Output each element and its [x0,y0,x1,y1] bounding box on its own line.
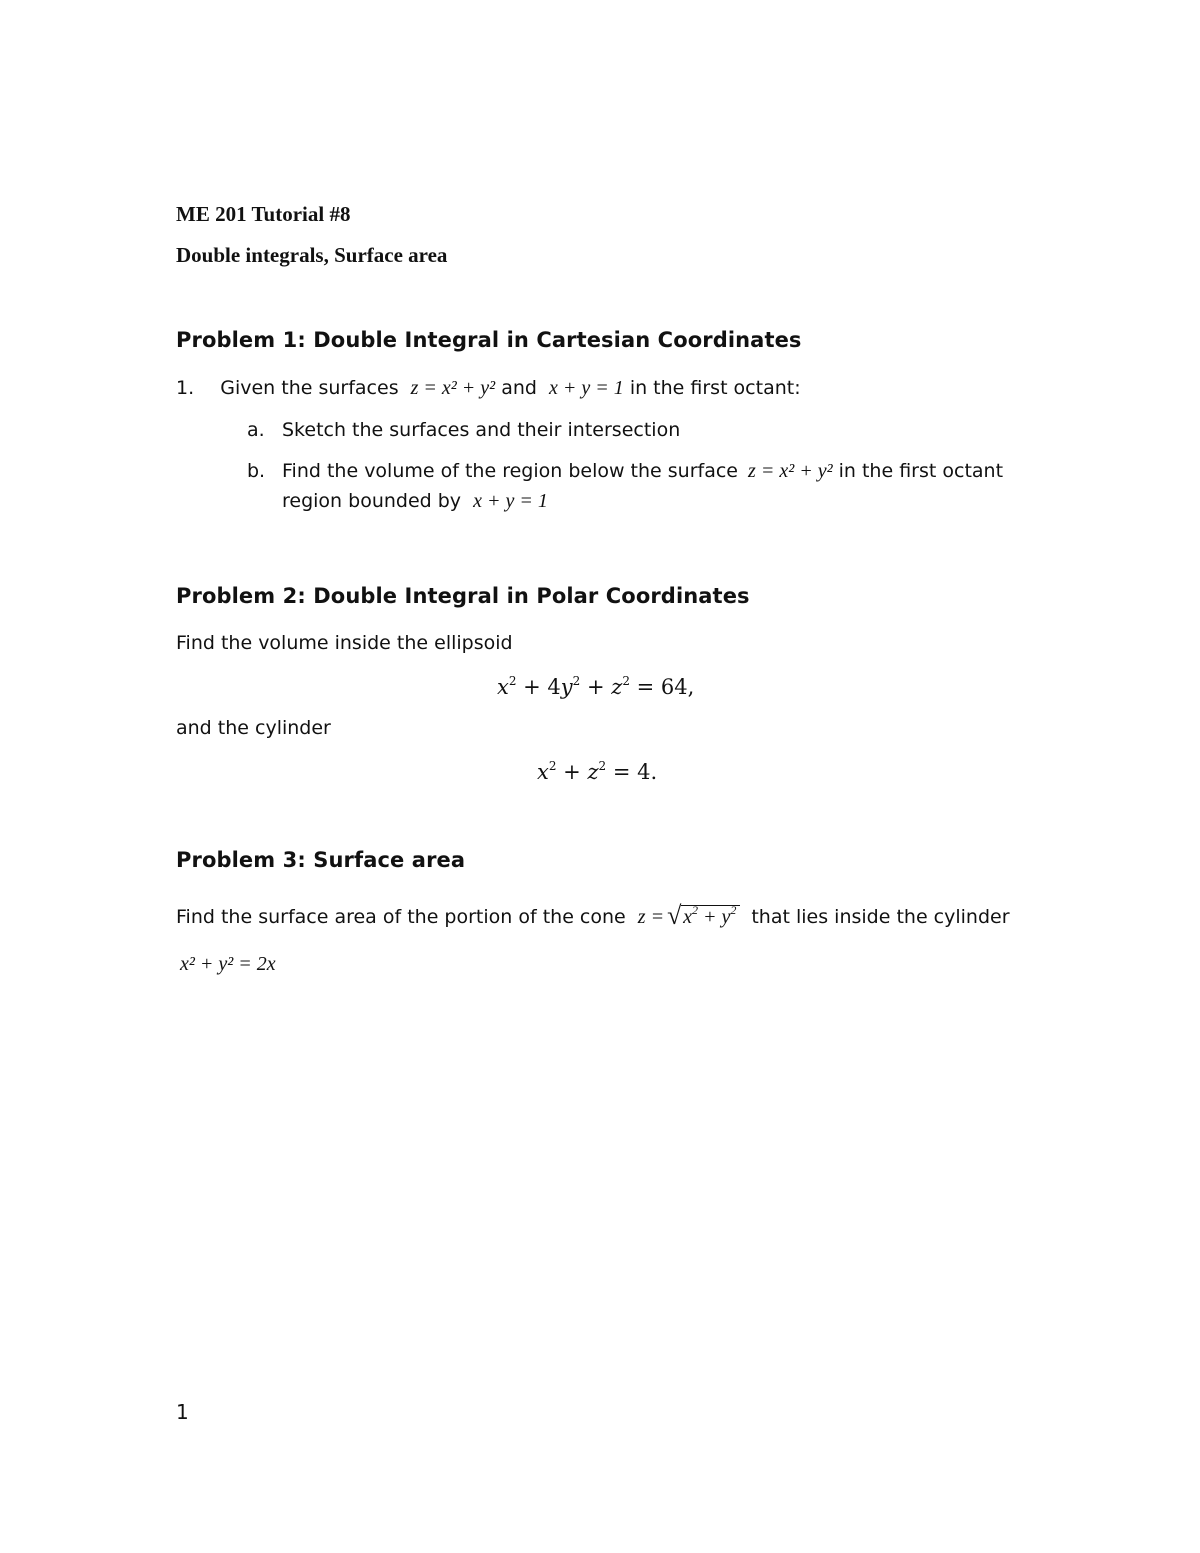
problem1-intro-prefix: Given the surfaces [220,377,399,399]
problem1-part-b-line2-prefix: region bounded by [282,490,462,512]
problem1-part-b-prefix: Find the volume of the region below the surface [282,460,738,482]
problem1-part-b-line2 [282,490,548,513]
problem2-line1: Find the volume inside the ellipsoid [176,632,513,654]
problem1-part-b-label: b. [247,460,266,482]
problem1-part-b-line2-eq: x + y = 1 [473,490,548,512]
problem1-part-a-text: Sketch the surfaces and their intersection [282,419,681,441]
problem1-intro-and: and [501,377,537,399]
problem3-text-prefix: Find the surface area of the portion of the cone [176,906,626,928]
page-number: 1 [176,1400,189,1424]
problem1-part-a-label: a. [247,419,265,441]
problem2-eq2: $x^2 + z^2 = 4$. [537,759,658,784]
problem2-line2: and the cylinder [176,717,331,739]
document-title: ME 201 Tutorial #8 [176,202,351,226]
problem3-text-suffix: that lies inside the cylinder [751,906,1010,928]
problem3-cylinder-eq: x² + y² = 2x [180,953,276,975]
problem2-heading: Problem 2: Double Integral in Polar Coordinates [176,584,750,608]
problem3-cone-eq: z = √ $x^2 + y^2$ [638,906,746,928]
problem1-part-b-line1 [282,460,1003,483]
problem1-intro-eq2: x + y = 1 [549,377,624,399]
problem3-heading: Problem 3: Surface area [176,848,466,872]
problem1-item-number: 1. [176,377,195,399]
problem1-heading: Problem 1: Double Integral in Cartesian Coordinates [176,328,802,352]
problem1-item [176,377,801,400]
problem1-part-b-suffix: in the first octant [838,460,1004,482]
problem3-line1 [176,901,1010,930]
document-subtitle: Double integrals, Surface area [176,243,448,267]
problem1-part-b-eq: z = x² + y² [748,460,833,482]
problem1-intro-eq1: z = x² + y² [410,377,496,399]
problem1-intro-suffix: in the first octant: [629,377,801,399]
problem2-eq1: $x^2 + 4y^2 + z^2 = 64$, [497,674,695,699]
